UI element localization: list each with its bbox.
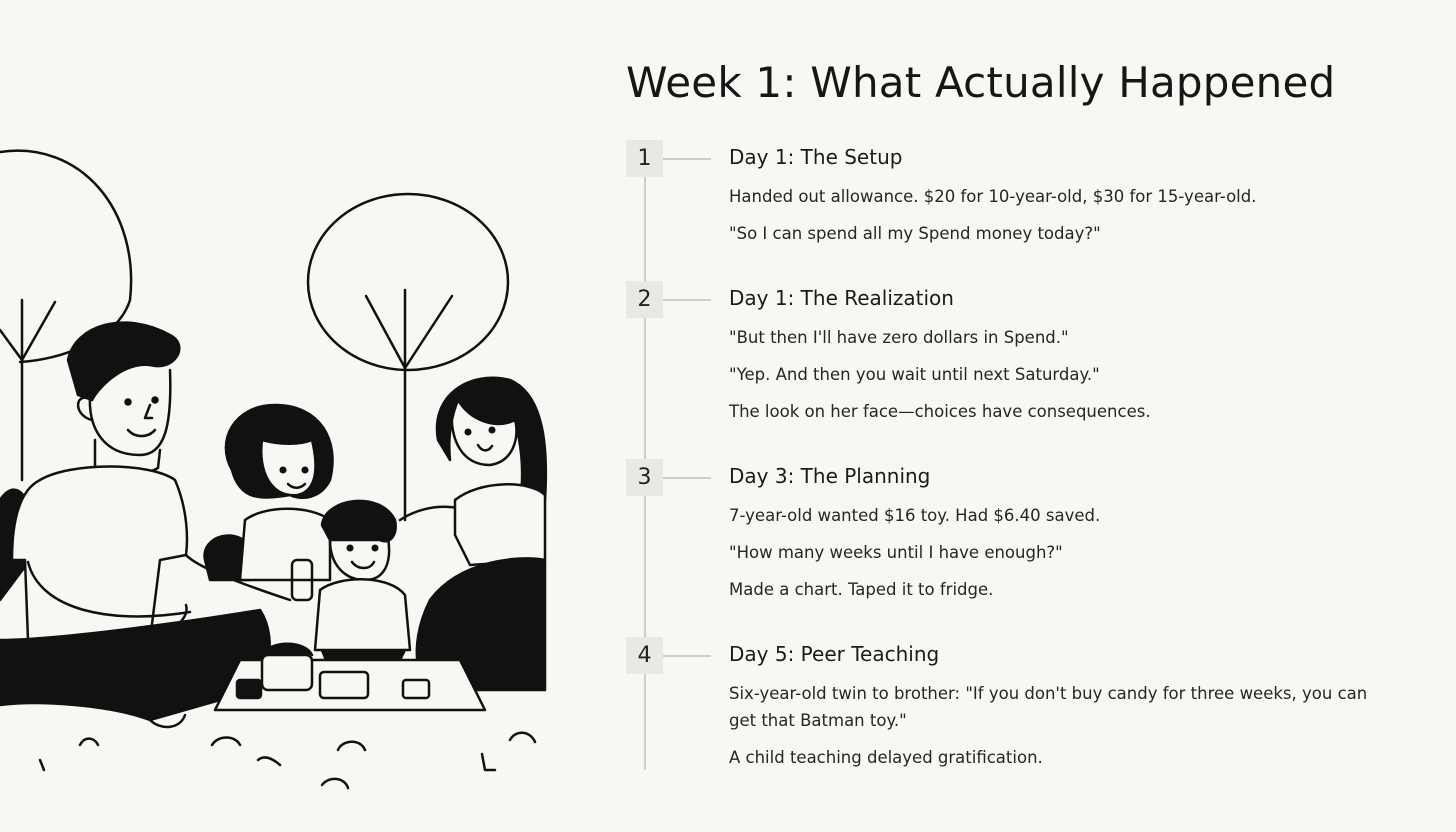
step-number-badge: 2: [626, 281, 663, 318]
step-line: "So I can spend all my Spend money today?": [729, 224, 1101, 243]
step-heading: Day 5: Peer Teaching: [729, 642, 940, 666]
step-lines: [729, 324, 1369, 435]
step-line: A child teaching delayed gratification.: [729, 748, 1043, 767]
step-heading: Day 1: The Setup: [729, 145, 903, 169]
right-tree-canopy: [308, 194, 508, 370]
step-connector: [663, 477, 711, 479]
step-line: Six-year-old twin to brother: "If you don't buy candy for three weeks, you can get that Batman toy.": [729, 684, 1368, 730]
girl-shirt: [240, 509, 330, 580]
step-number-badge: 1: [626, 140, 663, 177]
boy-hair: [322, 501, 396, 541]
step-line: Handed out allowance. $20 for 10-year-old, $30 for 15-year-old.: [729, 187, 1257, 206]
boy-shirt: [315, 579, 410, 650]
step-lines: [729, 183, 1369, 257]
page-title: Week 1: What Actually Happened: [626, 58, 1336, 107]
step-line: Made a chart. Taped it to fridge.: [729, 580, 994, 599]
step-number-badge: 4: [626, 637, 663, 674]
step-connector: [663, 655, 711, 657]
step-line: "But then I'll have zero dollars in Spend.": [729, 328, 1069, 347]
father-hair: [68, 323, 179, 400]
step-number-badge: 3: [626, 459, 663, 496]
mother-hair: [437, 378, 546, 500]
step-connector: [663, 158, 711, 160]
step-heading: Day 1: The Realization: [729, 286, 954, 310]
step-line: The look on her face—choices have consequences.: [729, 402, 1151, 421]
step-heading: Day 3: The Planning: [729, 464, 931, 488]
step-line: "How many weeks until I have enough?": [729, 543, 1063, 562]
mother-shirt: [455, 484, 545, 565]
step-lines: [729, 502, 1369, 613]
step-connector: [663, 299, 711, 301]
step-lines: [729, 680, 1369, 781]
step-line: "Yep. And then you wait until next Saturday.": [729, 365, 1100, 384]
step-line: 7-year-old wanted $16 toy. Had $6.40 saved.: [729, 506, 1101, 525]
family-picnic-illustration: [0, 0, 600, 832]
